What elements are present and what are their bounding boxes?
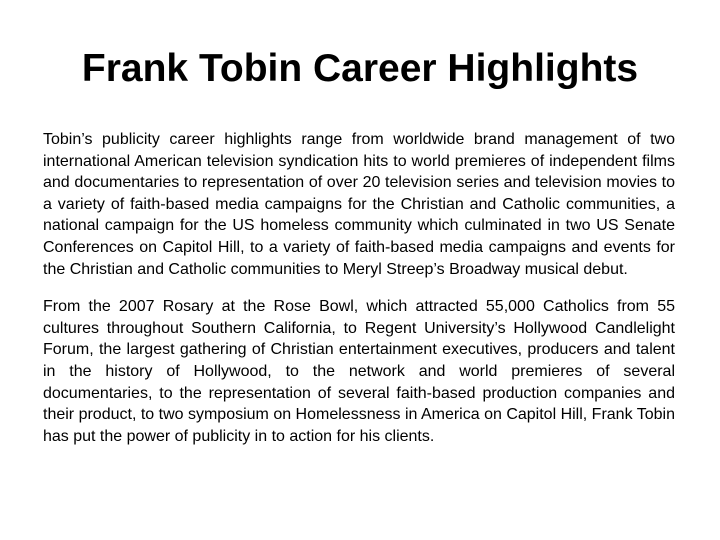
events-paragraph: From the 2007 Rosary at the Rose Bowl, which attracted 55,000 Catholics from 55 cultures throughout Southern California, to Regent University’s Hollywood Candlelight Forum, the largest gathering of Christian entertainment executives, producers and talent in the history of Hollywood, to the network and world premieres of several documentaries, to the representation of several faith-based production companies and their product, to two symposium on Homelessness in America on Capitol Hill, Frank Tobin has put the power of publicity in to action for his clients.	[43, 298, 675, 445]
slide-title: Frank Tobin Career Highlights	[81, 47, 639, 90]
slide-body	[43, 129, 675, 447]
career-summary-paragraph: Tobin’s publicity career highlights range from worldwide brand management of two international American television syndication hits to world premieres of independent films and documentaries to representation of over 20 television series and television movies to a variety of faith-based media campaigns for the Christian and Catholic communities, a national campaign for the US homeless community which culminated in two US Senate Conferences on Capitol Hill, to a variety of faith-based media campaigns and events for the Christian and Catholic communities to Meryl Streep’s Broadway musical debut.	[43, 131, 675, 278]
